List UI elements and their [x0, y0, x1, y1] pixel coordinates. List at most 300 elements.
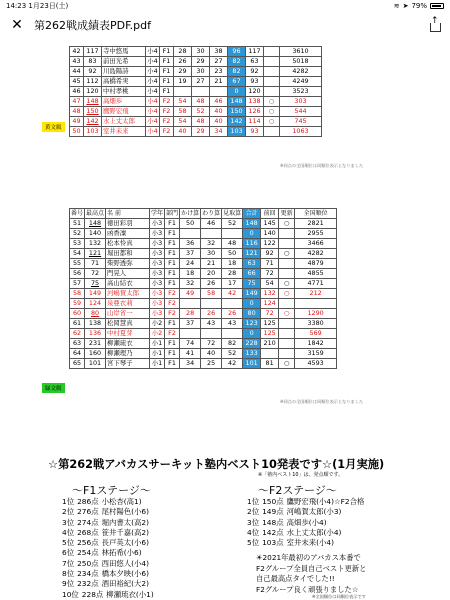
status-left [6, 0, 68, 12]
table-cell: 150 [228, 107, 246, 117]
battery-icon [430, 3, 444, 9]
table-cell: 前回 [261, 209, 279, 219]
table-cell: 小4 [147, 107, 158, 115]
table-cell: 48 [70, 107, 84, 117]
table-cell: 103 [228, 127, 246, 137]
table-cell: 72 [201, 339, 222, 349]
table-cell: 28 [222, 269, 243, 279]
table-cell: 43 [201, 319, 222, 329]
status-right [394, 0, 444, 12]
table-cell: 60 [70, 309, 85, 319]
table-cell: 96 [228, 47, 246, 57]
table-cell: 4593 [295, 359, 337, 369]
ranking-field: 室井未来(小4) [286, 538, 335, 548]
table2-note: ※同点の全国順位は同順位表示となりました [280, 399, 364, 404]
table-cell: 122 [261, 239, 279, 249]
table-cell: 2955 [295, 229, 337, 239]
table-cell [264, 127, 280, 137]
table-cell [180, 229, 201, 239]
yellow-class-tag: 黄文級 [42, 122, 65, 132]
table-cell: 小3 [150, 259, 165, 269]
table-row [70, 359, 337, 369]
ranking-item [62, 538, 157, 548]
table-cell: F1 [165, 359, 180, 369]
table-cell: 92 [261, 249, 279, 259]
table-cell: F1 [160, 57, 174, 67]
table-cell: 42 [222, 359, 243, 369]
table-cell: 30 [192, 47, 210, 57]
table-cell: 75 [243, 279, 261, 289]
table-cell: F1 [165, 229, 180, 239]
table-row [70, 117, 322, 127]
table-cell: 81 [261, 359, 279, 369]
table-cell: F1 [165, 279, 180, 289]
ranking-field: 長戸英太(小6) [101, 538, 150, 548]
ranking-field: 堀内書太(高2) [101, 517, 150, 527]
table-cell: 松本怜真 [106, 239, 150, 249]
table-cell [279, 319, 295, 329]
table-cell: F2 [165, 299, 180, 309]
ranking-item [62, 518, 157, 528]
small-note: ※全国順位は同順位表示です [312, 594, 366, 599]
ranking-field: 6位 [62, 548, 75, 558]
table-cell: 小1 [150, 339, 165, 349]
table-cell: 303 [280, 97, 322, 107]
ranking-field: 酒田裕紀(大2) [101, 579, 150, 589]
ranking-item [62, 590, 157, 600]
table-cell [279, 269, 295, 279]
table-cell [192, 87, 210, 97]
table-cell: 42 [70, 47, 84, 57]
table-cell: 中村夏芽 [106, 329, 150, 339]
table-cell: 3466 [295, 239, 337, 249]
table-cell: 小4 [147, 127, 158, 135]
table-cell: 148 [85, 219, 106, 229]
ranking-field: 276点 [77, 507, 99, 517]
table-cell: ○ [264, 97, 280, 107]
table-cell: 23 [210, 67, 228, 77]
message-line: F2グループ良く頑張りました☆ [256, 584, 359, 594]
table-cell: 55 [70, 259, 85, 269]
table-cell: 34 [210, 127, 228, 137]
table-cell: 3523 [280, 87, 322, 97]
table-cell: ○ [264, 117, 280, 127]
table-cell: 小2 [150, 319, 165, 329]
table-cell: 小1 [150, 349, 165, 359]
f1-stage-title: 〜F1ステージ〜 [72, 484, 151, 497]
table-cell: 前田光希 [102, 57, 146, 67]
table-row [70, 259, 337, 269]
table-cell: 51 [70, 219, 85, 229]
table-cell: 26 [222, 309, 243, 319]
message-line: 自己最高点タイでした!! [256, 574, 335, 583]
ranking-field: 5位 [247, 538, 260, 548]
f2-stage-title: 〜F2ステージ〜 [258, 484, 337, 497]
ranking-item [247, 518, 367, 528]
table-cell: 40 [210, 107, 228, 117]
table-cell: 136 [85, 329, 106, 339]
table-cell: 58 [70, 289, 85, 299]
ranking-field: 1位 [247, 497, 260, 506]
table-cell: 125 [261, 319, 279, 329]
table-cell: 函香凜 [106, 229, 150, 239]
table-cell: 124 [85, 299, 106, 309]
table-cell: 56 [70, 269, 85, 279]
ranking-field: 4位 [62, 527, 75, 537]
table-cell: 52 [222, 219, 243, 229]
table-cell [264, 57, 280, 67]
table-row [70, 127, 322, 137]
ranking-item [247, 507, 367, 517]
table-cell: 72 [261, 309, 279, 319]
table-cell: 569 [295, 329, 337, 339]
table-cell: 54 [70, 249, 85, 259]
table-cell: 更新 [280, 210, 293, 217]
table-cell: 93 [246, 127, 264, 137]
table-cell: 松岡慧真 [106, 319, 150, 329]
ranking-field: 149点 [262, 507, 284, 517]
table-cell: 126 [246, 107, 264, 117]
table-cell: 2821 [295, 219, 337, 229]
table-cell: 鷹野宏飛 [102, 107, 146, 117]
table-cell: 140 [85, 229, 106, 239]
table-cell [264, 87, 280, 97]
table-cell: 24 [180, 259, 201, 269]
table-cell: かけ算 [181, 210, 200, 217]
ranking-field: 河嶋賀太郎(小3) [286, 507, 342, 517]
table-cell: 231 [85, 339, 106, 349]
status-bar [0, 0, 450, 12]
ranking-field: 8位 [62, 569, 75, 579]
table-cell: 36 [180, 239, 201, 249]
ranking-field: 鷹野宏飛(小4)☆F2合格 [286, 497, 365, 506]
table-cell [279, 229, 295, 239]
table-cell: 0 [243, 299, 261, 309]
table-cell [279, 329, 295, 339]
table-cell: F1 [165, 249, 180, 259]
table-cell: 41 [180, 349, 201, 359]
table-cell: 37 [180, 319, 201, 329]
table-cell: 小4 [147, 67, 158, 75]
table-cell: 138 [85, 319, 106, 329]
table-cell: 19 [174, 77, 192, 87]
table-cell [222, 229, 243, 239]
message-line: F2グループ全員自己ベスト更新と [256, 563, 367, 573]
ranking-field: 232点 [77, 579, 99, 589]
table-cell: F2 [165, 289, 180, 299]
f2-ranking-list [247, 497, 367, 548]
table-cell: 0 [228, 87, 246, 97]
table-cell [264, 67, 280, 77]
table-cell: F1 [160, 67, 174, 77]
table-cell: 番号 [71, 210, 84, 217]
table-cell: 93 [246, 77, 264, 87]
share-button[interactable] [428, 18, 442, 32]
table-cell: 堀田都和 [106, 249, 150, 259]
table-cell: 125 [261, 329, 279, 339]
table-cell: 4771 [295, 279, 337, 289]
table-cell [210, 87, 228, 97]
table-cell: 80 [85, 309, 106, 319]
table-cell: 29 [174, 67, 192, 77]
table-cell: 132 [261, 289, 279, 299]
table-cell: 142 [228, 117, 246, 127]
table-cell: 148 [84, 97, 102, 107]
ranking-field: 西田悠人(小4) [101, 558, 150, 568]
table-cell: 小3 [150, 229, 165, 239]
table-cell: 17 [222, 279, 243, 289]
table-cell: 149 [85, 289, 106, 299]
table-cell: F1 [160, 47, 174, 57]
ranking-item [62, 548, 157, 558]
table-cell: 高橋希実 [102, 77, 146, 87]
table-cell: 柴野透弥 [106, 259, 150, 269]
table-cell: ○ [264, 107, 280, 117]
table-cell: 160 [85, 349, 106, 359]
table-cell: 小4 [147, 97, 158, 105]
table-cell: 63 [70, 339, 85, 349]
table-cell: 65 [70, 359, 85, 369]
status-date: 1月23日(土) [28, 2, 69, 10]
table-cell: F1 [165, 219, 180, 229]
table-cell [201, 299, 222, 309]
table-cell: 柳瀬理乃 [106, 349, 150, 359]
table-cell: 泉亜衣莉 [106, 299, 150, 309]
status-time: 14:23 [6, 2, 27, 10]
table-cell: 27 [210, 57, 228, 67]
table-cell: F1 [165, 319, 180, 329]
table-row [70, 57, 322, 67]
table-cell: 名 前 [106, 209, 150, 219]
table-cell: 河嶋賀太郎 [106, 289, 150, 299]
ranking-field: 7位 [62, 558, 75, 568]
table-cell: 117 [246, 47, 264, 57]
table-cell: 部門 [166, 210, 179, 217]
best10-sub-note: ※「塾内ベスト10」は、発点順です。 [258, 472, 344, 478]
table-cell: 4879 [295, 259, 337, 269]
table-cell: 74 [180, 339, 201, 349]
table-cell: F1 [165, 239, 180, 249]
table-cell: F1 [165, 339, 180, 349]
table-cell: 高山結衣 [106, 279, 150, 289]
table-cell: 32 [180, 279, 201, 289]
table-row [70, 97, 322, 107]
table-cell: 92 [246, 67, 264, 77]
table-cell: 小3 [150, 239, 165, 249]
table-cell: 25 [201, 359, 222, 369]
table-cell: 47 [70, 97, 84, 107]
ranking-item [62, 507, 157, 517]
table-cell: 62 [70, 329, 85, 339]
ranking-field: 2位 [247, 507, 260, 517]
document-title: 第262戦成績表PDF.pdf [34, 19, 151, 32]
table-cell: 82 [228, 57, 246, 67]
table-cell: ○ [279, 219, 295, 229]
table-cell: 54 [261, 279, 279, 289]
table1-note: ※同点の全国順位は同順位表示となりました [280, 163, 364, 168]
table-cell [174, 87, 192, 97]
table-cell: 30 [201, 249, 222, 259]
table-row [70, 77, 322, 87]
table-cell: 寺中悠馬 [102, 47, 146, 57]
table-cell: 32 [201, 239, 222, 249]
ranking-field: 3位 [247, 517, 260, 527]
table-cell: 0 [243, 329, 261, 339]
nav-bar [0, 12, 450, 38]
table-row [70, 67, 322, 77]
green-class-tag: 緑文級 [42, 383, 65, 393]
table-cell: 学年 [151, 210, 164, 217]
ranking-field: 254点 [77, 548, 99, 558]
ranking-field: 笹井千嘉(高2) [101, 527, 150, 537]
table-cell: F2 [165, 329, 180, 339]
table-cell: F2 [160, 97, 174, 107]
table-cell: 52 [192, 107, 210, 117]
table-cell: 小4 [147, 87, 158, 95]
table-cell: 1063 [280, 127, 322, 137]
table-cell: 小4 [147, 47, 158, 55]
table-cell: 小3 [150, 249, 165, 259]
ranking-field: 林拓希(小6) [101, 548, 142, 558]
table-cell: 40 [201, 349, 222, 359]
table-cell: 72 [85, 269, 106, 279]
table-cell: F1 [160, 77, 174, 87]
table-cell: 745 [280, 117, 322, 127]
table-cell: 121 [85, 249, 106, 259]
table-cell: 4282 [280, 67, 322, 77]
table-cell: 50 [70, 127, 84, 137]
ranking-field: 高畑歩(小4) [286, 517, 327, 527]
ranking-field: 234点 [77, 569, 99, 579]
table-cell [180, 299, 201, 309]
table-cell: 宮下琴子 [106, 359, 150, 369]
table-cell: F2 [165, 309, 180, 319]
ranking-field: 103点 [262, 538, 284, 548]
table-cell: F1 [165, 269, 180, 279]
table-cell: 0 [243, 229, 261, 239]
table-cell: 門晃人 [106, 269, 150, 279]
table-cell: 54 [174, 117, 192, 127]
table-cell: 50 [222, 249, 243, 259]
table-cell: 1290 [295, 309, 337, 319]
table-row [70, 289, 337, 299]
table-cell: 小3 [150, 219, 165, 229]
ranking-item [62, 559, 157, 569]
table-cell: 123 [243, 319, 261, 329]
table-cell: 124 [261, 299, 279, 309]
table-cell: 18 [180, 269, 201, 279]
table-cell: 46 [201, 219, 222, 229]
table-cell: 228 [243, 339, 261, 349]
ranking-field: 水上丈太郎(小4) [286, 527, 342, 537]
table-cell: 59 [70, 299, 85, 309]
table-cell: 最高点 [86, 210, 105, 217]
table-cell: 145 [261, 219, 279, 229]
table-row [70, 239, 337, 249]
table-cell: 小3 [150, 309, 165, 319]
table-cell: 82 [222, 339, 243, 349]
table-cell: 28 [180, 309, 201, 319]
table-cell: 132 [85, 239, 106, 249]
table-row [70, 107, 322, 117]
table-cell: 4249 [280, 77, 322, 87]
ranking-item [62, 569, 157, 579]
table-row [70, 329, 337, 339]
table-cell: 112 [84, 77, 102, 87]
table-cell: F2 [160, 127, 174, 137]
ranking-field: 小松杏(高1) [101, 497, 142, 506]
table-cell: 4282 [295, 249, 337, 259]
table-cell: 小3 [150, 269, 165, 279]
results-table-2 [69, 208, 337, 369]
ranking-field: 橋本夕映(小6) [101, 569, 150, 579]
table-cell: 全国順位 [295, 209, 337, 219]
table-cell [264, 77, 280, 87]
f1-ranking-list [62, 497, 157, 600]
table-cell: 57 [70, 279, 85, 289]
table-cell: 101 [85, 359, 106, 369]
table-cell: 18 [222, 259, 243, 269]
table-cell: 川島陽詩 [102, 67, 146, 77]
ranking-item [62, 497, 157, 507]
table-cell: 45 [70, 77, 84, 87]
battery-percent: 79% [411, 2, 427, 10]
table-cell: 71 [85, 259, 106, 269]
ranking-field: 1位 [62, 497, 75, 506]
table-cell: 58 [201, 289, 222, 299]
table-cell: ○ [279, 359, 295, 369]
table-row [70, 279, 337, 289]
table-cell: 149 [243, 289, 261, 299]
table-cell: 61 [70, 319, 85, 329]
table-cell: 徳田彩羽 [106, 219, 150, 229]
table-cell: 71 [261, 259, 279, 269]
table-cell: 43 [70, 57, 84, 67]
ranking-field: 228点 [81, 589, 104, 599]
ranking-field: 2位 [62, 507, 75, 517]
ranking-field: 10位 [62, 589, 79, 599]
table-cell: 5018 [280, 57, 322, 67]
table-cell: 48 [222, 239, 243, 249]
table-cell: ○ [279, 249, 295, 259]
table-cell: 3380 [295, 319, 337, 329]
ranking-field: 142点 [262, 527, 284, 537]
table-cell: 37 [180, 249, 201, 259]
ranking-field: 150点 [262, 497, 284, 506]
table-cell: 101 [243, 359, 261, 369]
close-button[interactable]: ✕ [11, 17, 23, 33]
pdf-page[interactable] [0, 38, 450, 600]
table-cell: 30 [192, 67, 210, 77]
table-cell: 1842 [295, 339, 337, 349]
table-cell: 20 [201, 269, 222, 279]
table-cell: 小3 [150, 279, 165, 289]
best10-headline: ☆第262戦アバカスサーキット塾内ベスト10発表です☆(1月実施) [48, 458, 385, 471]
table-cell: 72 [261, 269, 279, 279]
table-row [70, 319, 337, 329]
table-cell: 116 [243, 239, 261, 249]
wifi-icon: ≋ [393, 2, 400, 10]
table-cell: 26 [201, 279, 222, 289]
table-cell [261, 349, 279, 359]
table-cell: 29 [192, 57, 210, 67]
table-row [70, 269, 337, 279]
table-row [70, 87, 322, 97]
table-cell: 28 [174, 47, 192, 57]
table-row [70, 229, 337, 239]
table-cell: F2 [160, 117, 174, 127]
ranking-field: 柳瀬琉衣(小1) [106, 589, 154, 599]
